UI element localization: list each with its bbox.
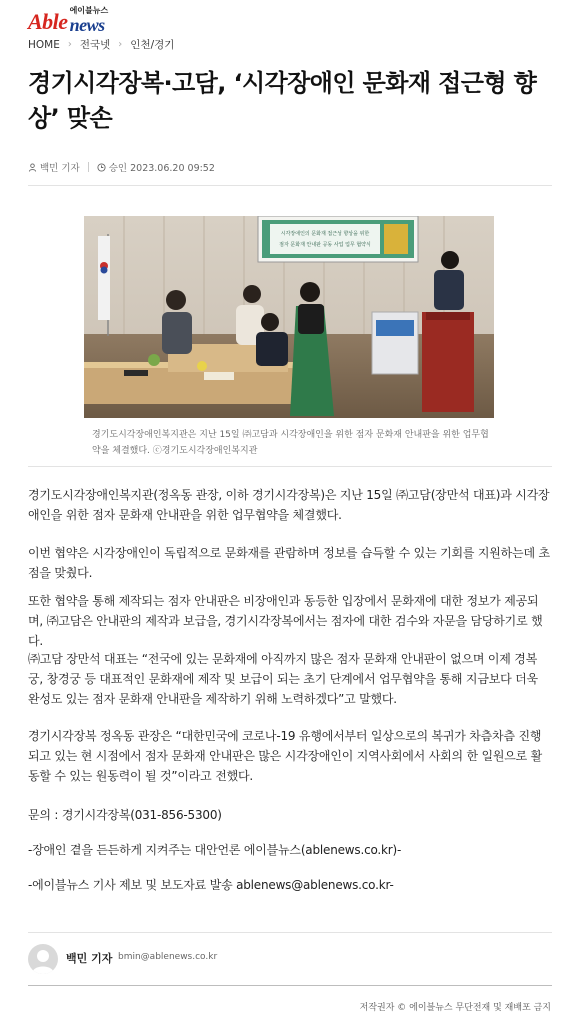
paragraph-2: 이번 협약은 시각장애인이 독립적으로 문화재를 관람하며 정보를 습득할 수 있는 기회를 지원하는데 초점을 맞췄다.: [28, 546, 550, 580]
article-approved-date: 승인 2023.06.20 09:52: [108, 163, 215, 174]
signing-ceremony-photo: [84, 216, 494, 418]
copyright-notice: 저작권자 © 에이블뉴스 무단전재 및 재배포 금지: [359, 1003, 551, 1013]
caption-divider-line: [28, 466, 552, 467]
meta-divider: [88, 162, 89, 172]
reporter-name[interactable]: 백민 기자: [66, 952, 113, 965]
reporter-avatar: [28, 944, 58, 974]
paragraph-4: ㈜고담 장만석 대표는 “전국에 있는 문화재에 아직까지 많은 점자 문화재 안내판이 없으며 이제 경복궁, 창경궁 등 대표적인 문화재에 제작 및 보급이 되는 초기 단계에서 업무협약을 통해 지금보다 더욱 완성도 있는 점자 문화재 안내판을 제작하기 위해 노력하겠다”고 말했다.: [28, 652, 538, 706]
meta-divider-line: [28, 185, 552, 186]
breadcrumb-section[interactable]: 전국넷: [79, 39, 111, 51]
banner-text-line2: 점자 문화재 안내판 공동 사업 업무 협약식: [279, 242, 371, 248]
chevron-right-icon: ›: [118, 39, 123, 50]
ablenews-slogan: -장애인 곁을 든든하게 지켜주는 대안언론 에이블뉴스(ablenews.co.kr)-: [28, 843, 402, 857]
logo-news-text: news: [69, 15, 105, 35]
banner-text-line1: 시각장애인의 문화재 접근성 향상을 위한: [280, 231, 370, 237]
user-silhouette-icon: [28, 944, 58, 974]
article-meta: [28, 160, 215, 174]
article-author: 백민 기자: [40, 163, 80, 174]
breadcrumb-home[interactable]: HOME: [28, 38, 60, 51]
paragraph-3: 또한 협약을 통해 제작되는 점자 안내판은 비장애인과 동등한 입장에서 문화재에 대한 정보가 제공되며, ㈜고담은 안내판의 제작과 보급을, 경기시각장복에서는 점자에 대한 검수와 자문을 담당하기로 했다.: [28, 594, 543, 648]
contact-info: 문의 : 경기시각장복(031-856-5300): [28, 808, 222, 822]
article-title: 경기시각장복·고담, ‘시각장애인 문화재 접근형 향상’ 맞손: [28, 69, 537, 132]
paragraph-1: 경기도시각장애인복지관(정옥동 관장, 이하 경기시각장복)은 지난 15일 ㈜고담(장만석 대표)과 시각장애인을 위한 점자 문화재 안내판을 위한 업무협약을 체결했다.: [28, 488, 550, 522]
footer-divider-line: [28, 985, 552, 986]
person-icon: [28, 163, 37, 172]
logo-korean-text: 에이블뉴스: [69, 6, 109, 15]
photo-caption: 경기도시각장애인복지관은 지난 15일 ㈜고담과 시각장애인을 위한 점자 문화재 안내판을 위한 업무협약을 체결했다. ⓒ경기도시각장애인복지관: [92, 430, 489, 456]
breadcrumb-subsection[interactable]: 인천/경기: [130, 39, 175, 51]
reporter-email[interactable]: bmin@ablenews.co.kr: [118, 952, 218, 962]
logo-able-text: Able: [28, 9, 68, 34]
submission-notice: -에이블뉴스 기사 제보 및 보도자료 발송 ablenews@ablenews.co.kr-: [28, 878, 394, 892]
clock-icon: [97, 163, 106, 172]
site-logo[interactable]: [28, 6, 108, 34]
chevron-right-icon: ›: [67, 39, 72, 50]
breadcrumb: [28, 37, 174, 52]
paragraph-5: 경기시각장복 정옥동 관장은 “대한민국에 코로나-19 유행에서부터 일상으로의 복귀가 차츰차츰 진행되고 있는 현 시점에서 점자 문화재 안내판은 많은 시각장애인이 지역사회에서 사회의 한 일원으로 활동할 수 있는 원동력이 될 것”이라고 전했다.: [28, 729, 543, 783]
reporter-divider-line: [28, 932, 552, 933]
article-photo[interactable]: [84, 216, 494, 418]
